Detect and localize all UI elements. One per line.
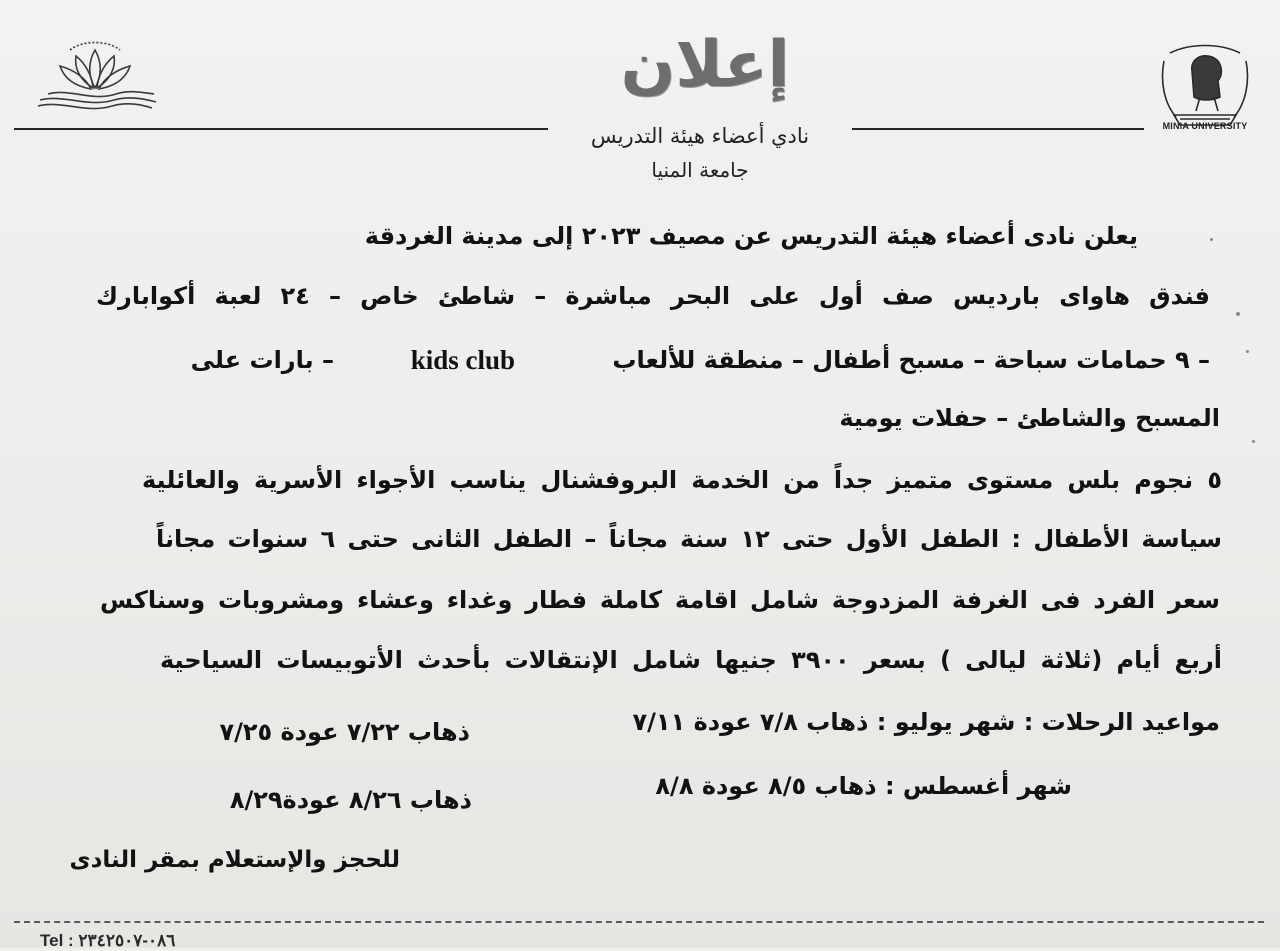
announcement-line-6: سياسة الأطفال : الطفل الأول حتى ١٢ سنة مجاناً – الطفل الثانى حتى ٦ سنوات مجاناً [156, 525, 1222, 553]
announcement-line-3-kids-club [340, 340, 515, 380]
announcement-line-4: المسبح والشاطئ – حفلات يومية [839, 404, 1220, 432]
footer-telephone: Tel : ٠٨٦-٢٣٤٢٥٠٧ [40, 931, 176, 950]
announcement-line-3a: – ٩ حمامات سباحة – مسبح أطفال – منطقة للألعاب [612, 346, 1210, 374]
paper-speck [1236, 312, 1240, 316]
announcement-line-7: سعر الفرد فى الغرفة المزدوجة شامل اقامة كاملة فطار وغداء وعشاء ومشروبات وسناكس [100, 586, 1220, 614]
booking-inquiry-line: للحجز والإستعلام بمقر النادى [69, 847, 400, 873]
schedule-july-line-1: مواعيد الرحلات : شهر يوليو : ذهاب ٧/٨ عودة ٧/١١ [632, 708, 1220, 736]
announcement-line-3b: – بارات على [190, 346, 334, 374]
club-name: نادي أعضاء هيئة التدريس [590, 124, 810, 148]
announcement-line-1: يعلن نادى أعضاء هيئة التدريس عن مصيف ٢٠٢٣ إلى مدينة الغردقة [364, 222, 1138, 250]
university-logo-caption: MINIA UNIVERSITY [1162, 121, 1248, 131]
header-divider-right [852, 128, 1144, 130]
paper-speck [1210, 238, 1213, 241]
paper-speck [1252, 440, 1255, 443]
announcement-title: إعلان [620, 28, 790, 102]
announcement-line-8: أربع أيام (ثلاثة ليالى ) بسعر ٣٩٠٠ جنيها شامل الإنتقالات بأحدث الأتوبيسات السياحية [160, 646, 1223, 674]
announcement-line-2: فندق هاواى بارديس صف أول على البحر مباشرة – شاطئ خاص – ٢٤ لعبة أكوابارك [96, 282, 1210, 310]
kids-club-label: kids club [410, 345, 515, 375]
schedule-july-line-2: ذهاب ٧/٢٢ عودة ٧/٢٥ [219, 718, 470, 746]
schedule-august-line-2: ذهاب ٨/٢٦ عودة٨/٢٩ [229, 786, 472, 814]
schedule-august-line-1: شهر أغسطس : ذهاب ٨/٥ عودة ٨/٨ [655, 772, 1072, 800]
paper-speck [1246, 350, 1249, 353]
footer-divider [14, 921, 1264, 923]
club-lotus-logo-icon [30, 36, 160, 116]
club-university: جامعة المنيا [651, 158, 749, 182]
header-divider-left [14, 128, 548, 130]
announcement-line-5: ٥ نجوم بلس مستوى متميز جداً من الخدمة البروفشنال يناسب الأجواء الأسرية والعائلية [142, 466, 1222, 494]
